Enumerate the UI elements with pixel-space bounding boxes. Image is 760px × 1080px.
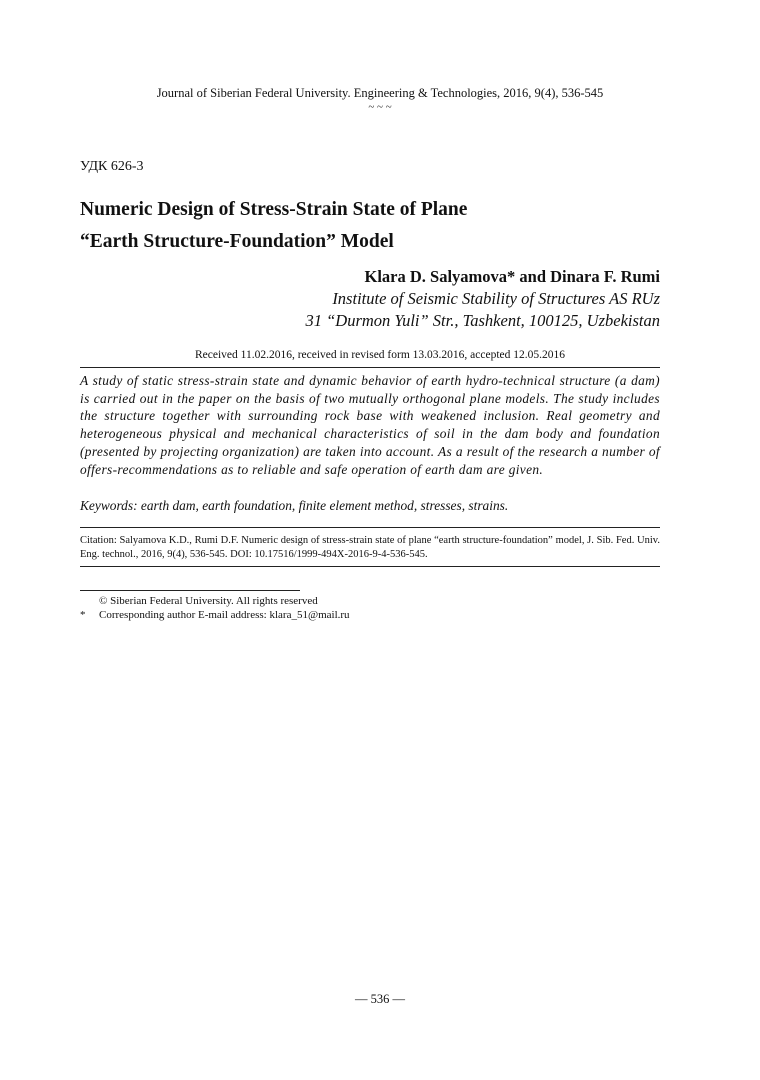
footnote-copyright bbox=[80, 594, 660, 608]
authors: Klara D. Salyamova* and Dinara F. Rumi bbox=[364, 267, 660, 286]
keywords: Keywords: earth dam, earth foundation, finite element method, stresses, strains. bbox=[80, 498, 509, 513]
footnote-asterisk: * bbox=[80, 609, 86, 621]
footnote-divider bbox=[80, 590, 300, 591]
paper-title bbox=[80, 194, 680, 258]
footnote-corresponding bbox=[80, 608, 660, 622]
paper-title-line-1: Numeric Design of Stress-Strain State of Plane bbox=[80, 199, 468, 220]
divider-top bbox=[80, 367, 660, 368]
corresponding-author-email: Corresponding author E-mail address: klara_51@mail.ru bbox=[99, 609, 350, 621]
received-dates: Received 11.02.2016, received in revised form 13.03.2016, accepted 12.05.2016 bbox=[194, 349, 566, 361]
copyright-text: © Siberian Federal University. All rights reserved bbox=[99, 595, 318, 607]
paper-title-line-2: “Earth Structure-Foundation” Model bbox=[80, 231, 394, 252]
page-number: — 536 — bbox=[355, 992, 405, 1006]
affiliation-line-2: 31 “Durmon Yuli” Str., Tashkent, 100125, Uzbekistan bbox=[305, 311, 660, 330]
citation: Citation: Salyamova K.D., Rumi D.F. Numeric design of stress-strain state of plane “earth structure-foundation” model, J. Sib. Fed. Univ. Eng. technol., 2016, 9(4), 536-545. DOI: 10.17516/1999-494X-2016-9-4-536-545. bbox=[80, 535, 660, 560]
divider-citation-bottom bbox=[80, 566, 660, 567]
udc-code: УДК 626-3 bbox=[80, 159, 144, 174]
divider-citation-top bbox=[80, 527, 660, 528]
abstract: A study of static stress-strain state and dynamic behavior of earth hydro-technical structure (a dam) is carried out in the paper on the basis of two mutually orthogonal plane models. The study includes the structure together with surrounding rock base with weakened inclusion. Real geometry and heterogeneous physical and mechanical characteristics of soil in the dam body and foundation (presented by projecting organization) are taken into account. As a result of the research a number of offers-recommendations as to reliable and safe operation of earth dam are given. bbox=[80, 373, 660, 477]
header-ornament: ~ ~ ~ bbox=[368, 101, 392, 113]
affiliation-line-1: Institute of Seismic Stability of Structures AS RUz bbox=[332, 289, 660, 308]
journal-header: Journal of Siberian Federal University. Engineering & Technologies, 2016, 9(4), 536-545 bbox=[156, 86, 604, 100]
